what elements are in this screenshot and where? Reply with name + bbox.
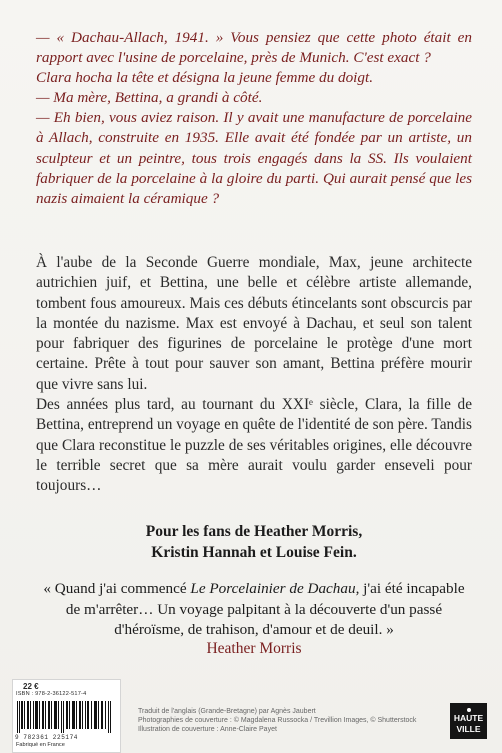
logo-line: HAUTE [453, 712, 484, 723]
credit-line: Traduit de l'anglais (Grande-Bretagne) par Agnès Jaubert [138, 708, 316, 715]
excerpt-block [36, 28, 472, 209]
price-label: 22 € [23, 682, 39, 691]
excerpt-paragraph: — « Dachau-Allach, 1941. » Vous pensiez que cette photo était en rapport avec l'usine de porcelaine, près de Munich. C'est exact ? [36, 29, 472, 67]
summary-paragraph: À l'aube de la Seconde Guerre mondiale, Max, jeune architecte autrichien juif, et Bettina, une belle et célèbre artiste allemande, tombent fous amoureux. Mais ces débuts étincelants sont obscurcis par la montée du nazisme. Max est envoyé à Dachau, et seul son talent pour fabriquer des figurines de porcelaine le protège d'une mort certaine. Prête à tout pour sauver son amant, Bettina préfère mourir que vivre sans lui. [36, 254, 472, 393]
quote-open: « Quand j'ai commencé [43, 580, 191, 597]
publisher-logo [450, 703, 487, 739]
excerpt-paragraph: — Ma mère, Bettina, a grandi à côté. [36, 89, 263, 107]
credit-line: Illustration de couverture : Anne-Claire Payet [138, 726, 277, 734]
credit-line: Photographies de couverture : © Magdalena Russocka / Trevillion Images, © Shutterstock [138, 717, 417, 725]
quote-author: Heather Morris [206, 640, 302, 657]
logo-line: VILLE [456, 723, 481, 734]
fans-line: Kristin Hannah et Louise Fein. [151, 544, 357, 561]
review-quote [36, 579, 472, 641]
excerpt-paragraph: — Eh bien, vous aviez raison. Il y avait une manufacture de porcelaine à Allach, construite en 1935. Elle avait été fondée par un artiste, un sculpteur et un peintre, tous trois engagés dans la SS. Ils voulaient fabriquer de la porcelaine à la gloire du parti. Qui aurait pensé que les nazis aimaient la céramique ? [36, 109, 472, 207]
made-in-label: Fabriqué en France [16, 742, 65, 748]
logo-dot-icon [467, 708, 471, 712]
quote-book-title: Le Porcelainier de Dachau [190, 580, 356, 597]
summary-block [36, 253, 472, 497]
credits-block [138, 707, 438, 735]
quote-rest: , j'ai été incapable de m'arrêter… Un voyage palpitant à la découverte d'un passé d'héroïsme, de trahison, d'amour et de deuil. » [65, 580, 465, 639]
barcode-digits: 9 782361 225174 [15, 734, 79, 741]
isbn-label: ISBN : 978-2-36122-517-4 [16, 691, 87, 697]
fans-line: Pour les fans de Heather Morris, [145, 523, 363, 540]
excerpt-paragraph: Clara hocha la tête et désigna la jeune femme du doigt. [36, 69, 374, 87]
fans-tagline [36, 521, 472, 563]
barcode-icon [15, 701, 115, 733]
summary-paragraph: Des années plus tard, au tournant du XXIᵉ siècle, Clara, la fille de Bettina, entreprend un voyage en quête de l'identité de son père. Tandis que Clara reconstitue le puzzle de ses véritables origines, elle découvre le terrible secret que sa mère aurait voulu garder enseveli pour toujours… [36, 396, 472, 495]
